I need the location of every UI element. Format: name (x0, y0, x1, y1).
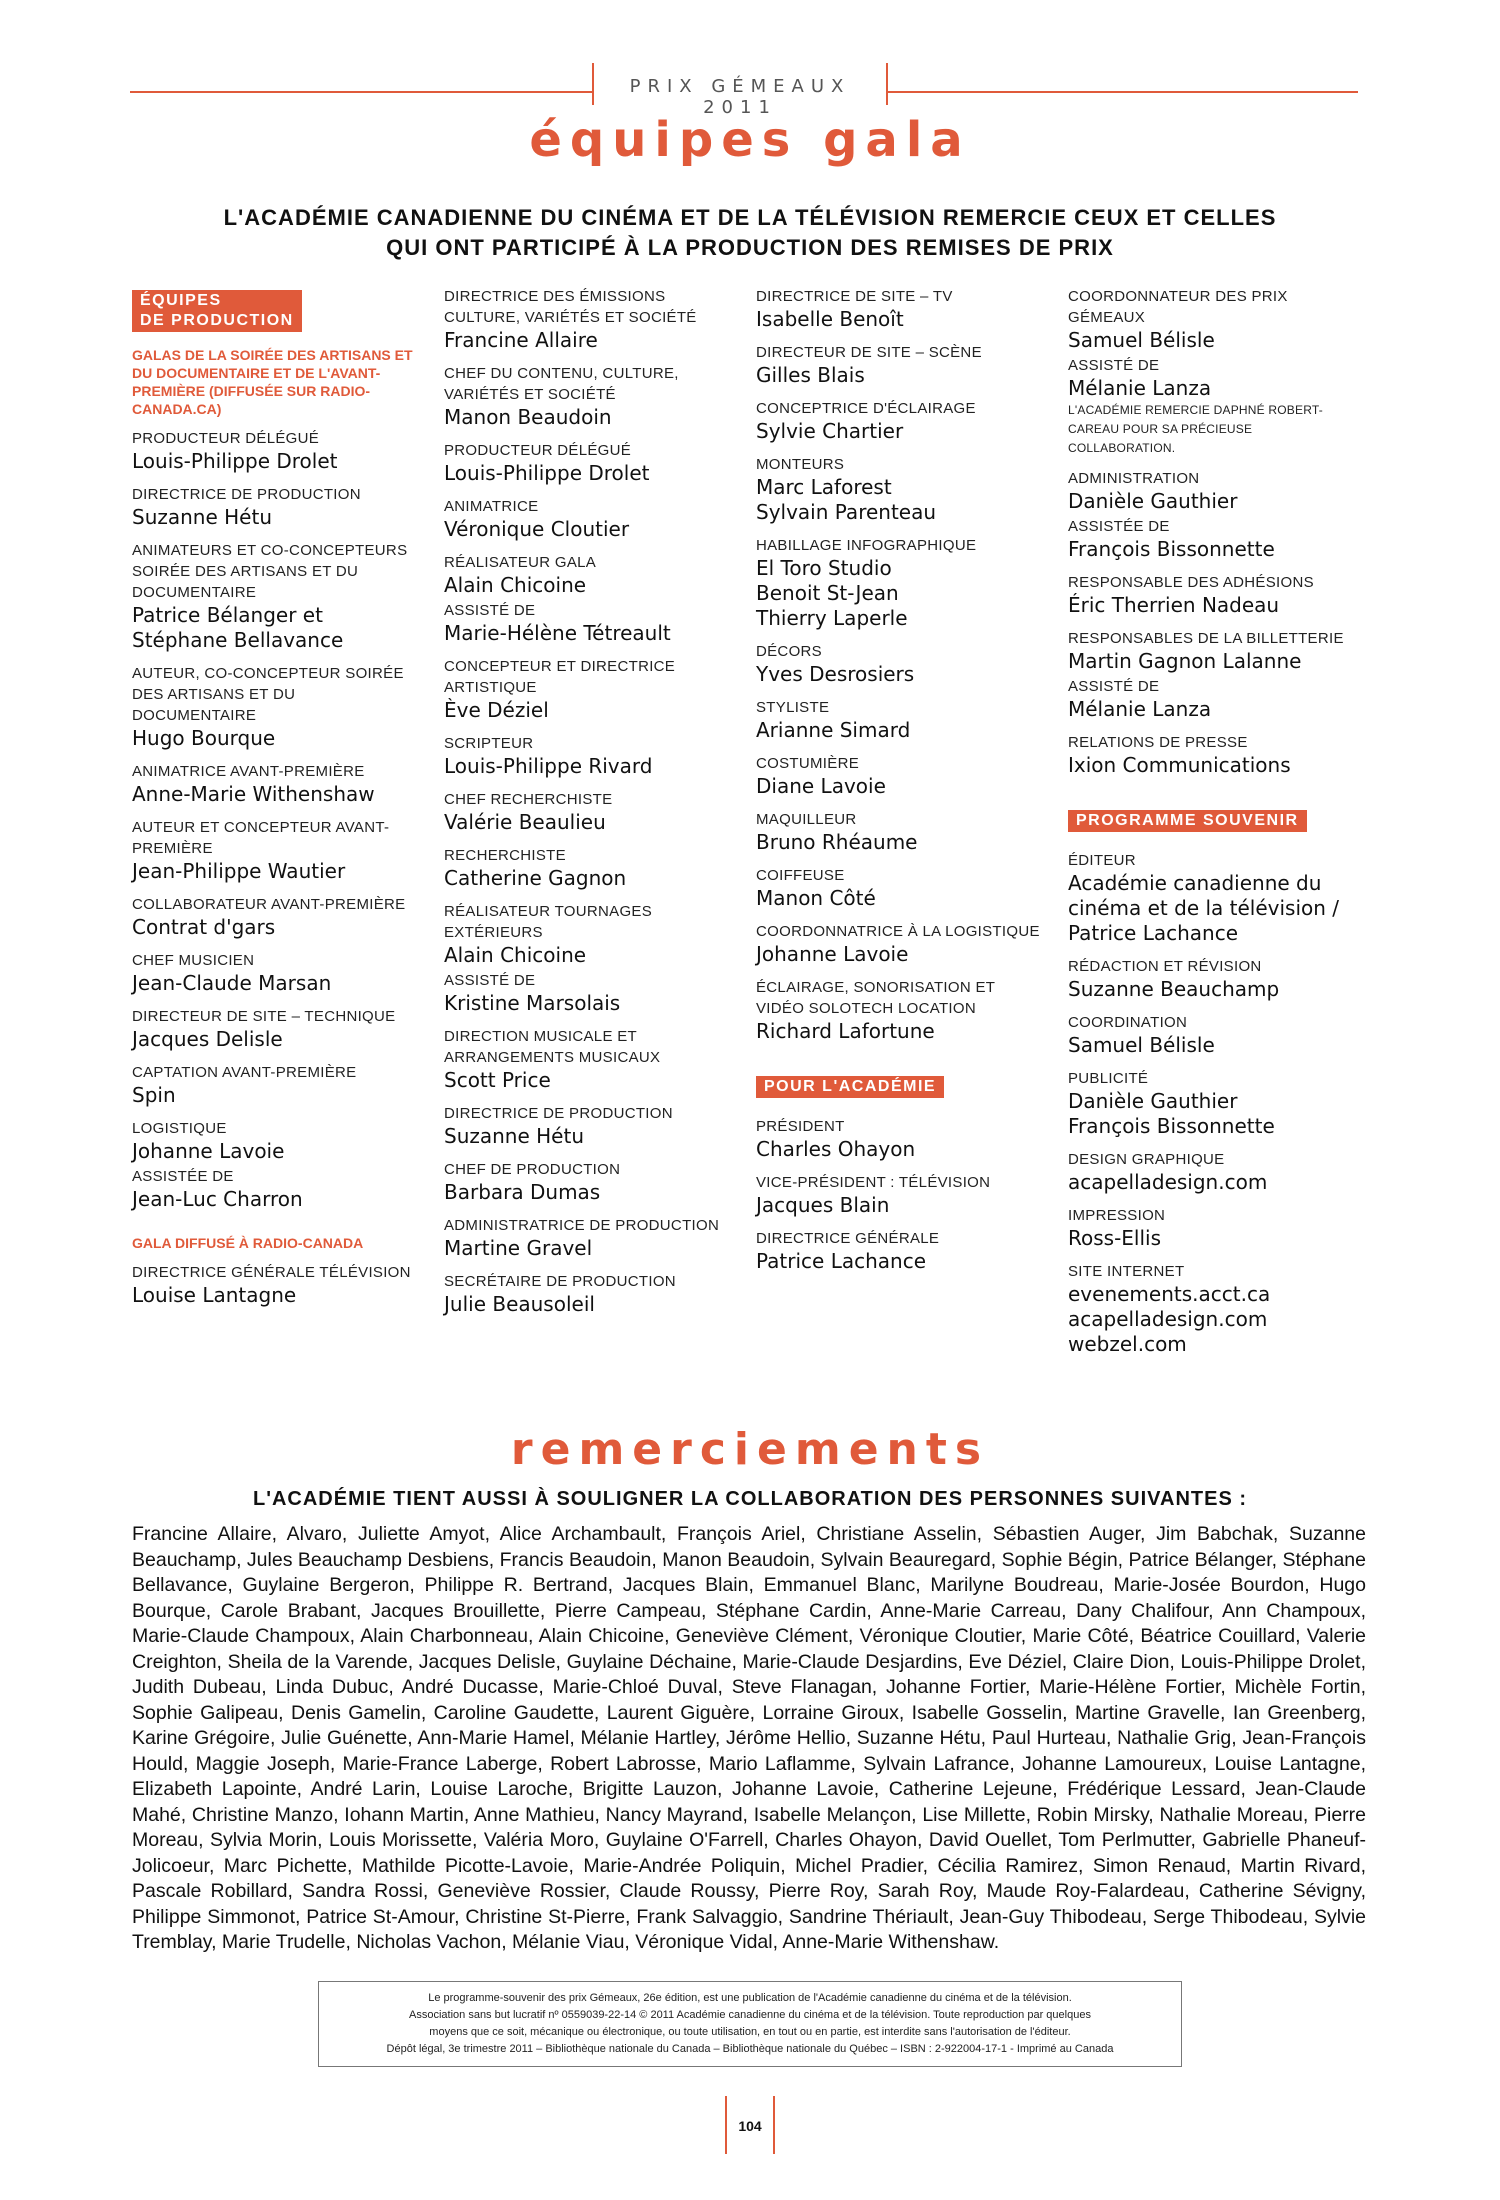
name: Éric Therrien Nadeau (1068, 593, 1280, 617)
credit-entry (1068, 732, 1358, 778)
sub-heading-galas: GALAS DE LA SOIRÉE DES ARTISANS ET DU DOCUMENTAIRE ET DE L'AVANT-PREMIÈRE (DIFFUSÉE SUR RADIO-CANADA.CA) (132, 347, 413, 417)
section-programme-souvenir (1068, 810, 1307, 832)
name: Thierry Laperle (756, 606, 908, 630)
role: DIRECTEUR DE SITE – TECHNIQUE (132, 1008, 396, 1025)
role: VICE-PRÉSIDENT : TÉLÉVISION (756, 1174, 991, 1191)
name: Louis-Philippe Rivard (444, 754, 653, 778)
credit-entry (444, 1103, 734, 1149)
name: Jean-Luc Charron (132, 1187, 303, 1211)
credit-entry (132, 1262, 422, 1308)
role: DIRECTRICE DE PRODUCTION (444, 1105, 673, 1122)
role: RÉDACTION ET RÉVISION (1068, 958, 1262, 975)
name: Charles Ohayon (756, 1137, 916, 1161)
role: IMPRESSION (1068, 1207, 1166, 1224)
credit-entry (756, 286, 1046, 332)
credit-entry (444, 1271, 734, 1317)
credit-entry (1068, 1068, 1358, 1139)
credit-entry (444, 656, 734, 723)
role: ANIMATRICE (444, 498, 539, 515)
credit-entry (444, 789, 734, 835)
name: Académie canadienne du cinéma et de la télévision / Patrice Lachance (1068, 871, 1340, 945)
credit-entry (756, 1228, 1046, 1274)
role: RELATIONS DE PRESSE (1068, 734, 1248, 751)
name: Patrice Lachance (756, 1249, 926, 1273)
credit-entry (444, 1159, 734, 1205)
role: CHEF DU CONTENU, CULTURE, VARIÉTÉS ET SOCIÉTÉ (444, 365, 679, 403)
credit-entry (132, 540, 422, 653)
name: Manon Côté (756, 886, 876, 910)
credit-entry (444, 845, 734, 891)
credit-entry (756, 865, 1046, 911)
role: DIRECTRICE GÉNÉRALE TÉLÉVISION (132, 1264, 411, 1281)
role: AUTEUR, CO-CONCEPTEUR SOIRÉE DES ARTISANS ET DU DOCUMENTAIRE (132, 665, 404, 724)
role: ASSISTÉE DE (132, 1168, 234, 1185)
role: ANIMATRICE AVANT-PREMIÈRE (132, 763, 365, 780)
role: DIRECTRICE DE PRODUCTION (132, 486, 361, 503)
header-rule-right (888, 91, 1358, 93)
legal-notice (318, 1981, 1182, 2067)
name: acapelladesign.com (1068, 1170, 1268, 1194)
role: DIRECTRICE GÉNÉRALE (756, 1230, 940, 1247)
credit-entry (756, 753, 1046, 799)
name: Louis-Philippe Drolet (444, 461, 650, 485)
column-2 (444, 286, 734, 1327)
role: ASSISTÉ DE (1068, 357, 1160, 374)
role: CONCEPTRICE D'ÉCLAIRAGE (756, 400, 976, 417)
credit-entry (756, 809, 1046, 855)
thanks-subtitle: L'ACADÉMIE TIENT AUSSI À SOULIGNER LA COLLABORATION DES PERSONNES SUIVANTES : (252, 1488, 1248, 1510)
role: COSTUMIÈRE (756, 755, 860, 772)
role: RECHERCHISTE (444, 847, 566, 864)
role: ANIMATEURS ET CO-CONCEPTEURS SOIRÉE DES ARTISANS ET DU DOCUMENTAIRE (132, 542, 408, 601)
name: evenements.acct.ca (1068, 1282, 1271, 1306)
role: SITE INTERNET (1068, 1263, 1185, 1280)
role: MONTEURS (756, 456, 845, 473)
role: COORDONNATEUR DES PRIX GÉMEAUX (1068, 288, 1288, 326)
thanks-title: remerciements (510, 1424, 990, 1475)
column-3 (756, 286, 1046, 1284)
name: Sylvain Parenteau (756, 500, 937, 524)
role: CONCEPTEUR ET DIRECTRICE ARTISTIQUE (444, 658, 676, 696)
credit-entry (132, 1006, 422, 1052)
role: ASSISTÉ DE (1068, 678, 1160, 695)
role: ASSISTÉ DE (444, 602, 536, 619)
role: AUTEUR ET CONCEPTEUR AVANT-PREMIÈRE (132, 819, 390, 857)
credit-entry (132, 761, 422, 807)
name: Suzanne Beauchamp (1068, 977, 1280, 1001)
credit-entry (444, 286, 734, 353)
name: Ixion Communications (1068, 753, 1291, 777)
name: Mélanie Lanza (1068, 376, 1212, 400)
name: Jean-Philippe Wautier (132, 859, 346, 883)
name: Jacques Blain (756, 1193, 890, 1217)
name: Diane Lavoie (756, 774, 886, 798)
role: ADMINISTRATION (1068, 470, 1200, 487)
role: PRODUCTEUR DÉLÉGUÉ (132, 430, 320, 447)
name: Richard Lafortune (756, 1019, 935, 1043)
legal-line: Dépôt légal, 3e trimestre 2011 – Bibliothèque nationale du Canada – Bibliothèque nationale du Québec – ISBN : 2-922004-17-1 - Imprimé au Canada (386, 2043, 1114, 2055)
credit-entry (132, 1166, 422, 1212)
credit-entry (1068, 1261, 1358, 1357)
credit-entry (132, 894, 422, 940)
name: acapelladesign.com (1068, 1307, 1268, 1331)
credit-entry (1068, 1012, 1358, 1058)
name: François Bissonnette (1068, 537, 1275, 561)
intro-line-2: QUI ONT PARTICIPÉ À LA PRODUCTION DES REMISES DE PRIX (386, 235, 1114, 260)
name: Francine Allaire (444, 328, 598, 352)
name: Marc Laforest (756, 475, 892, 499)
page-number: 104 (738, 2118, 762, 2134)
role: ÉDITEUR (1068, 852, 1136, 869)
name: Benoit St-Jean (756, 581, 899, 605)
name: Sylvie Chartier (756, 419, 904, 443)
role: PUBLICITÉ (1068, 1070, 1149, 1087)
name: Samuel Bélisle (1068, 1033, 1215, 1057)
section-line: DE PRODUCTION (140, 312, 294, 329)
name: Scott Price (444, 1068, 551, 1092)
name: Anne-Marie Withenshaw (132, 782, 375, 806)
name: Barbara Dumas (444, 1180, 601, 1204)
name: Véronique Cloutier (444, 517, 630, 541)
section-line: ÉQUIPES (140, 292, 222, 309)
credit-entry (444, 1215, 734, 1261)
role: MAQUILLEUR (756, 811, 857, 828)
credit-entry (1068, 956, 1358, 1002)
name: Patrice Bélanger et Stéphane Bellavance (132, 603, 344, 652)
role: ASSISTÉ DE (444, 972, 536, 989)
role: HABILLAGE INFOGRAPHIQUE (756, 537, 977, 554)
name: Marie-Hélène Tétreault (444, 621, 671, 645)
name: Bruno Rhéaume (756, 830, 918, 854)
credit-entry (756, 454, 1046, 525)
legal-line: moyens que ce soit, mécanique ou électronique, ou toute utilisation, en tout ou en partie, est interdite sans l'autorisation de l'éditeur. (429, 2026, 1071, 2038)
credit-entry (1068, 468, 1358, 514)
page-tick-right (773, 2096, 775, 2154)
page-title: équipes gala (529, 112, 971, 168)
credit-entry (444, 600, 734, 646)
role: CHEF MUSICIEN (132, 952, 255, 969)
column-4 (1068, 286, 1358, 1367)
role: SECRÉTAIRE DE PRODUCTION (444, 1273, 676, 1290)
name: Suzanne Hétu (132, 505, 272, 529)
section-line: PROGRAMME SOUVENIR (1076, 812, 1299, 829)
role: DESIGN GRAPHIQUE (1068, 1151, 1225, 1168)
role: RÉALISATEUR GALA (444, 554, 597, 571)
role: COIFFEUSE (756, 867, 845, 884)
role: DIRECTRICE DES ÉMISSIONS CULTURE, VARIÉTÉS ET SOCIÉTÉ (444, 288, 697, 326)
name: Kristine Marsolais (444, 991, 621, 1015)
credit-entry (444, 552, 734, 598)
credit-entry (444, 733, 734, 779)
credit-entry (1068, 1149, 1358, 1195)
name: Jean-Claude Marsan (132, 971, 332, 995)
legal-line: Le programme-souvenir des prix Gémeaux, 26e édition, est une publication de l'Académie canadienne du cinéma et de la télévision. (428, 1992, 1072, 2004)
name: Louis-Philippe Drolet (132, 449, 338, 473)
credit-entry (1068, 1205, 1358, 1251)
role: ÉCLAIRAGE, SONORISATION ET VIDÉO SOLOTECH LOCATION (756, 979, 995, 1017)
header-label: PRIX GÉMEAUX 2011 (629, 76, 851, 118)
credit-entry (756, 1116, 1046, 1162)
credit-entry (444, 1026, 734, 1093)
name: Manon Beaudoin (444, 405, 612, 429)
credit-entry (132, 428, 422, 474)
header-rule-left (130, 91, 592, 93)
credit-entry (1068, 676, 1358, 722)
intro (0, 203, 1500, 263)
role: SCRIPTEUR (444, 735, 534, 752)
name: Spin (132, 1083, 176, 1107)
thanks-note: L'ACADÉMIE REMERCIE DAPHNÉ ROBERT-CAREAU POUR SA PRÉCIEUSE COLLABORATION. (1068, 403, 1323, 455)
credit-entry (756, 977, 1046, 1044)
name: webzel.com (1068, 1332, 1187, 1356)
section-line: POUR L'ACADÉMIE (764, 1078, 937, 1095)
section-equipes-production (132, 290, 302, 332)
name: Alain Chicoine (444, 943, 587, 967)
credit-entry (756, 697, 1046, 743)
name: Ève Déziel (444, 698, 549, 722)
name: Julie Beausoleil (444, 1292, 595, 1316)
credit-entry (1068, 286, 1358, 353)
sub-heading-radio-canada: GALA DIFFUSÉ À RADIO-CANADA (132, 1235, 364, 1251)
role: RÉALISATEUR TOURNAGES EXTÉRIEURS (444, 903, 653, 941)
name: Louise Lantagne (132, 1283, 297, 1307)
header-tick-right (886, 63, 888, 105)
role: CHEF RECHERCHISTE (444, 791, 613, 808)
name: Samuel Bélisle (1068, 328, 1215, 352)
legal-line: Association sans but lucratif nº 0559039-22-14 © 2011 Académie canadienne du cinéma et de la télévision. Toute reproduction par quelques (409, 2009, 1091, 2021)
credit-entry (1068, 628, 1358, 674)
role: DIRECTRICE DE SITE – TV (756, 288, 953, 305)
role: DIRECTEUR DE SITE – SCÈNE (756, 344, 982, 361)
role: DIRECTION MUSICALE ET ARRANGEMENTS MUSICAUX (444, 1028, 661, 1066)
role: COORDINATION (1068, 1014, 1188, 1031)
intro-line-1: L'ACADÉMIE CANADIENNE DU CINÉMA ET DE LA TÉLÉVISION REMERCIE CEUX ET CELLES (223, 205, 1277, 230)
credit-entry (756, 342, 1046, 388)
role: COLLABORATEUR AVANT-PREMIÈRE (132, 896, 406, 913)
section-pour-academie (756, 1076, 944, 1098)
name: Valérie Beaulieu (444, 810, 606, 834)
credit-entry (1068, 572, 1358, 618)
name: Martine Gravel (444, 1236, 593, 1260)
name: Mélanie Lanza (1068, 697, 1212, 721)
credit-entry (444, 901, 734, 968)
role: CHEF DE PRODUCTION (444, 1161, 621, 1178)
role: LOGISTIQUE (132, 1120, 227, 1137)
credit-entry (132, 484, 422, 530)
credit-entry (756, 1172, 1046, 1218)
name: Jacques Delisle (132, 1027, 283, 1051)
role: ASSISTÉE DE (1068, 518, 1170, 535)
name: Johanne Lavoie (756, 942, 909, 966)
credit-entry (132, 1062, 422, 1108)
credit-entry (132, 1118, 422, 1164)
name: Arianne Simard (756, 718, 911, 742)
role: ADMINISTRATRICE DE PRODUCTION (444, 1217, 720, 1234)
credit-entry (756, 921, 1046, 967)
role: DÉCORS (756, 643, 822, 660)
credit-entry (756, 641, 1046, 687)
name: Danièle Gauthier (1068, 489, 1238, 513)
role: PRÉSIDENT (756, 1118, 845, 1135)
credit-entry (444, 970, 734, 1016)
name: Ross-Ellis (1068, 1226, 1162, 1250)
name: Isabelle Benoît (756, 307, 904, 331)
credit-entry (444, 363, 734, 430)
credit-entry (132, 817, 422, 884)
thanks-names: Francine Allaire, Alvaro, Juliette Amyot, Alice Archambault, François Ariel, Christiane Asselin, Sébastien Auger, Jim Babchak, Suzanne Beauchamp, Jules Beauchamp Desbiens, Francis Beaudoin, Manon Beaudoin, Sylvain Beauregard, Sophie Bégin, Patrice Bélanger, Stéphane Bellavance, Guylaine Bergeron, Philippe R. Bertrand, Jacques Blain, Emmanuel Blanc, Marilyne Boudreau, Marie-Josée Bourdon, Hugo Bourque, Carole Brabant, Jacques Brouillette, Pierre Campeau, Stéphane Cardin, Anne-Marie Carreau, Dany Chalifour, Ann Champoux, Marie-Claude Champoux, Alain Charbonneau, Alain Chicoine, Geneviève Clément, Véronique Cloutier, Marie Côté, Béatrice Couillard, Valerie Creighton, Sheila de la Varende, Jacques Delisle, Guylaine Déchaine, Marie-Claude Desjardins, Eve Déziel, Claire Dion, Louis-Philippe Drolet, Judith Dubeau, Linda Dubuc, André Ducasse, Marie-Chloé Duval, Steve Flanagan, Johanne Fortier, Marie-Hélène Fortier, Michèle Fortin, Sophie Galipeau, Denis Gamelin, Caroline Gaudette, Laurent Giguère, Lorraine Giroux, Isabelle Gosselin, Martine Gravelle, Ian Greenberg, Karine Grégoire, Julie Guénette, Ann-Marie Hamel, Mélanie Hartley, Jérôme Hellio, Suzanne Hétu, Paul Hurteau, Nathalie Grig, Jean-François Hould, Maggie Joseph, Marie-France Laberge, Robert Labrosse, Mario Laflamme, Sylvain Lafrance, Johanne Lamoureux, Louise Lantagne, Elizabeth Lapointe, André Larin, Louise Laroche, Brigitte Lauzon, Johanne Lavoie, Catherine Lejeune, Frédérique Lessard, Jean-Claude Mahé, Christine Manzo, Iohann Martin, Anne Mathieu, Nancy Mayrand, Isabelle Melançon, Lise Millette, Robin Mirsky, Nathalie Moreau, Pierre Moreau, Sylvia Morin, Louis Morissette, Valéria Moro, Guylaine O'Farrell, Charles Ohayon, David Ouellet, Tom Perlmutter, Gabrielle Phaneuf-Jolicoeur, Marc Pichette, Mathilde Picotte-Lavoie, Marie-Andrée Poliquin, Michel Pradier, Cécilia Ramirez, Simon Renaud, Martin Rivard, Pascale Robillard, Sandra Rossi, Geneviève Rossier, Claude Roussy, Pierre Roy, Sarah Roy, Maude Roy-Falardeau, Catherine Sévigny, Philippe Simmonot, Patrice St-Amour, Christine St-Pierre, Frank Salvaggio, Sandrine Thériault, Jean-Guy Thibodeau, Serge Thibodeau, Sylvie Tremblay, Marie Trudelle, Nicholas Vachon, Mélanie Viau, Véronique Vidal, Anne-Marie Withenshaw. (132, 1523, 1366, 1953)
name: Johanne Lavoie (132, 1139, 285, 1163)
credit-entry (444, 440, 734, 486)
name: El Toro Studio (756, 556, 892, 580)
role: COORDONNATRICE À LA LOGISTIQUE (756, 923, 1040, 940)
role: RESPONSABLE DES ADHÉSIONS (1068, 574, 1314, 591)
name: Alain Chicoine (444, 573, 587, 597)
column-1 (132, 286, 422, 1318)
credit-entry (756, 535, 1046, 631)
credit-entry (444, 496, 734, 542)
credit-entry (132, 663, 422, 751)
credit-entry (1068, 355, 1358, 458)
name: François Bissonnette (1068, 1114, 1275, 1138)
role: PRODUCTEUR DÉLÉGUÉ (444, 442, 632, 459)
role: STYLISTE (756, 699, 830, 716)
name: Contrat d'gars (132, 915, 276, 939)
name: Gilles Blais (756, 363, 865, 387)
name: Danièle Gauthier (1068, 1089, 1238, 1113)
name: Suzanne Hétu (444, 1124, 584, 1148)
credit-entry (1068, 850, 1358, 946)
role: RESPONSABLES DE LA BILLETTERIE (1068, 630, 1344, 647)
credit-entry (132, 950, 422, 996)
role: CAPTATION AVANT-PREMIÈRE (132, 1064, 357, 1081)
name: Yves Desrosiers (756, 662, 915, 686)
name: Catherine Gagnon (444, 866, 627, 890)
name: Martin Gagnon Lalanne (1068, 649, 1302, 673)
credit-entry (1068, 516, 1358, 562)
credit-entry (756, 398, 1046, 444)
name: Hugo Bourque (132, 726, 276, 750)
